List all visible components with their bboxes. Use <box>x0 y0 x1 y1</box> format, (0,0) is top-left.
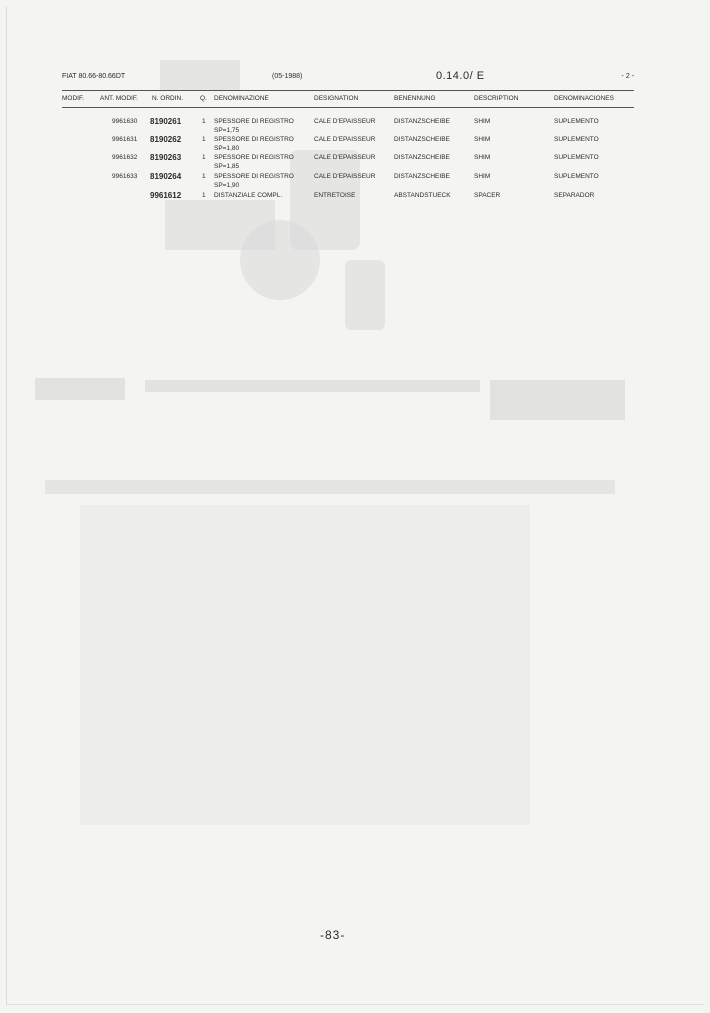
table-row <box>62 118 634 136</box>
denominazione-detail: SP=1,90 <box>214 182 240 189</box>
quantity: 1 <box>202 192 206 199</box>
col-benennung: BENENNUNG <box>394 95 436 102</box>
part-number: 8190264 <box>150 172 182 181</box>
col-ant-modif: ANT. MODIF. <box>100 95 138 102</box>
benennung-cell: DISTANZSCHEIBE <box>394 136 450 143</box>
denominacion-cell: SUPLEMENTO <box>554 118 599 125</box>
col-denominazione: DENOMINAZIONE <box>214 95 269 102</box>
page-header <box>62 70 634 86</box>
col-n-ordin: N. ORDIN. <box>152 95 184 102</box>
description-cell: SPACER <box>474 192 501 199</box>
denominacion-cell: SEPARADOR <box>554 192 595 199</box>
table-row <box>62 136 634 154</box>
ant-modif-cell: 9961632 <box>112 154 138 161</box>
description-cell: SHIM <box>474 136 491 143</box>
ant-modif-cell: 9961630 <box>112 118 138 125</box>
denominazione-detail: SP=1,80 <box>214 145 240 152</box>
table-row <box>62 154 634 172</box>
ant-modif-cell: 9961633 <box>112 173 138 180</box>
quantity: 1 <box>202 118 206 125</box>
date-label: (05-1988) <box>272 73 303 80</box>
table-row <box>62 173 634 191</box>
designation-cell: CALE D'EPAISSEUR <box>314 173 376 180</box>
col-description: DESCRIPTION <box>474 95 519 102</box>
benennung-cell: ABSTANDSTUECK <box>394 192 451 199</box>
denominazione-cell: SPESSORE DI REGISTRO <box>214 173 294 180</box>
part-number: 8190263 <box>150 153 182 162</box>
designation-cell: ENTRETOISE <box>314 192 356 199</box>
denominazione-detail: SP=1,85 <box>214 163 240 170</box>
benennung-cell: DISTANZSCHEIBE <box>394 173 450 180</box>
denominazione-detail: SP=1,75 <box>214 127 240 134</box>
page-number-footer: -83- <box>320 928 346 942</box>
benennung-cell: DISTANZSCHEIBE <box>394 118 450 125</box>
description-cell: SHIM <box>474 118 491 125</box>
denominazione-cell: SPESSORE DI REGISTRO <box>214 118 294 125</box>
denominazione-cell: SPESSORE DI REGISTRO <box>214 136 294 143</box>
denominazione-cell: SPESSORE DI REGISTRO <box>214 154 294 161</box>
denominacion-cell: SUPLEMENTO <box>554 136 599 143</box>
denominacion-cell: SUPLEMENTO <box>554 154 599 161</box>
page-number-top: - 2 - <box>621 73 634 80</box>
header-rule-top <box>62 90 634 91</box>
designation-cell: CALE D'EPAISSEUR <box>314 118 376 125</box>
col-q: Q. <box>200 95 207 102</box>
denominazione-cell: DISTANZIALE COMPL. <box>214 192 283 199</box>
col-denominaciones: DENOMINACIONES <box>554 95 614 102</box>
description-cell: SHIM <box>474 154 491 161</box>
quantity: 1 <box>202 154 206 161</box>
quantity: 1 <box>202 136 206 143</box>
part-number: 8190262 <box>150 135 182 144</box>
table-row <box>62 192 634 210</box>
part-number: 9961612 <box>150 191 182 200</box>
column-headers <box>62 95 634 105</box>
ant-modif-cell: 9961631 <box>112 136 138 143</box>
quantity: 1 <box>202 173 206 180</box>
header-rule-bottom <box>62 107 634 108</box>
description-cell: SHIM <box>474 173 491 180</box>
denominacion-cell: SUPLEMENTO <box>554 173 599 180</box>
designation-cell: CALE D'EPAISSEUR <box>314 154 376 161</box>
col-modif: MODIF. <box>62 95 85 102</box>
col-designation: DESIGNATION <box>314 95 359 102</box>
section-code: 0.14.0/ E <box>436 70 485 82</box>
benennung-cell: DISTANZSCHEIBE <box>394 154 450 161</box>
model-label: FIAT 80.66-80.66DT <box>62 73 126 80</box>
designation-cell: CALE D'EPAISSEUR <box>314 136 376 143</box>
part-number: 8190261 <box>150 117 182 126</box>
